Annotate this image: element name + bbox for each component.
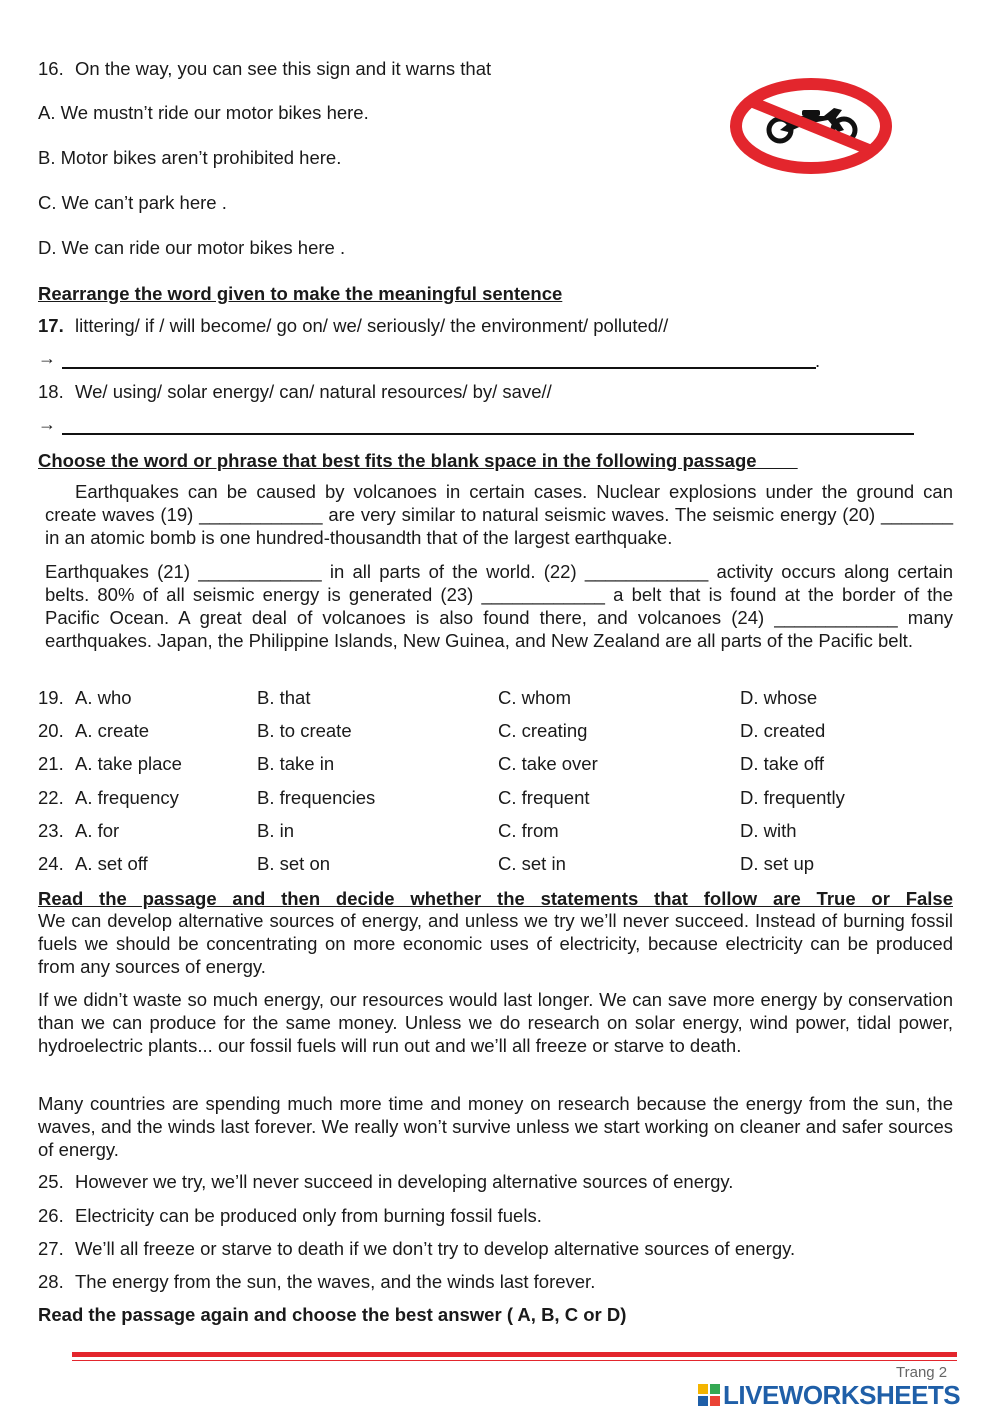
- q16-option-b: B. Motor bikes aren’t prohibited here.: [38, 147, 342, 168]
- q23-option-d[interactable]: D. with: [740, 820, 797, 841]
- q16-option-d: D. We can ride our motor bikes here .: [38, 237, 346, 258]
- q23-option-b[interactable]: B. in: [257, 820, 295, 841]
- q23-option-c[interactable]: C. from: [498, 820, 559, 841]
- truefalse-heading: Read the passage and then decide whether the statements that follow are True or False: [38, 888, 953, 909]
- q20-option-b[interactable]: B. to create: [257, 720, 352, 741]
- final-instruction: Read the passage again and choose the best answer ( A, B, C or D): [38, 1304, 627, 1325]
- truefalse-paragraph-1: We can develop alternative sources of energy, and unless we try we’ll never succeed. Instead of burning fossil fuels we should be concentrating on more economic uses of electricity, because electricity can be produced from any sources of energy.: [38, 910, 953, 977]
- cloze-paragraph-2: Earthquakes (21) ____________ in all parts of the world. (22) ____________ activity occurs along certain belts. 80% of all seismic energy is generated (23) ____________ a belt that is found at the border of the Pacific Ocean. A great deal of volcanoes is also found there, and volcanoes (24) ____________ many earthquakes. Japan, the Philippine Islands, New Guinea, and New Zealand are all parts of the Pacific belt.: [45, 561, 953, 651]
- q28-text: The energy from the sun, the waves, and the winds last forever.: [75, 1271, 596, 1292]
- q21-option-c[interactable]: C. take over: [498, 753, 598, 774]
- q24-number: 24.: [38, 853, 64, 874]
- q19-option-a[interactable]: A. who: [75, 687, 132, 708]
- truefalse-paragraph-2: If we didn’t waste so much energy, our resources would last longer. We can save more energy by conservation than we can produce for the same money. Unless we do research on solar energy, wind power, tidal power, hydroelectric plants... our fossil fuels will run out and we’ll all freeze or starve to death.: [38, 989, 953, 1056]
- brand-text: LIVEWORKSHEETS: [723, 1379, 961, 1410]
- q24-option-b[interactable]: B. set on: [257, 853, 331, 874]
- q24-option-a[interactable]: A. set off: [75, 853, 148, 874]
- cloze-heading: [38, 450, 798, 472]
- q28-number: 28.: [38, 1271, 64, 1292]
- q21-option-a[interactable]: A. take place: [75, 753, 182, 774]
- q16-option-a: A. We mustn’t ride our motor bikes here.: [38, 102, 369, 123]
- q24-option-c[interactable]: C. set in: [498, 853, 566, 874]
- q16-prompt: [38, 58, 491, 80]
- q18-number: 18.: [38, 381, 64, 402]
- q26-text: Electricity can be produced only from burning fossil fuels.: [75, 1205, 542, 1226]
- statement-26: [38, 1205, 542, 1227]
- q27-text: We’ll all freeze or starve to death if we don’t try to develop alternative sources of energy.: [75, 1238, 796, 1259]
- q23-option-a[interactable]: A. for: [75, 820, 120, 841]
- footer-rule-thin: [72, 1360, 957, 1361]
- q21-number: 21.: [38, 753, 64, 774]
- q18-arrow-icon: →: [38, 414, 56, 434]
- q26-number: 26.: [38, 1205, 64, 1226]
- q22-option-d[interactable]: D. frequently: [740, 787, 845, 808]
- q20-option-c[interactable]: C. creating: [498, 720, 588, 741]
- statement-28: [38, 1271, 595, 1293]
- page-label: Trang 2: [896, 1364, 948, 1381]
- q27-number: 27.: [38, 1238, 64, 1259]
- q22-number: 22.: [38, 787, 64, 808]
- q19-number: 19.: [38, 687, 64, 708]
- q25-number: 25.: [38, 1171, 64, 1192]
- statement-25: [38, 1171, 733, 1193]
- q21-option-b[interactable]: B. take in: [257, 753, 335, 774]
- truefalse-paragraph-3: Many countries are spending much more time and money on research because the energy from the sun, the waves, and the winds last forever. We really won’t survive unless we start working on cleaner and safer sources of energy.: [38, 1093, 953, 1160]
- q22-option-a[interactable]: A. frequency: [75, 787, 179, 808]
- q23-number: 23.: [38, 820, 64, 841]
- q22-option-c[interactable]: C. frequent: [498, 787, 590, 808]
- liveworksheets-logo-icon: [697, 1383, 721, 1407]
- q20-option-a[interactable]: A. create: [75, 720, 150, 741]
- q19-option-d[interactable]: D. whose: [740, 687, 818, 708]
- q16-number: 16.: [38, 58, 64, 79]
- no-motorbike-sign-icon: [728, 78, 894, 174]
- q21-option-d[interactable]: D. take off: [740, 753, 824, 774]
- q16-option-c: C. We can’t park here .: [38, 192, 227, 213]
- q17-end-mark: .: [815, 350, 821, 371]
- liveworksheets-logo[interactable]: [697, 1380, 960, 1410]
- q18-text: We/ using/ solar energy/ can/ natural resources/ by/ save//: [75, 381, 552, 402]
- q17-prompt: [38, 315, 668, 337]
- cloze-paragraph-1: Earthquakes can be caused by volcanoes in certain cases. Nuclear explosions under the ground can create waves (19) ____________ are very similar to natural seismic waves. The seismic energy (20) _______ in an atomic bomb is one hundred-thousandth that of the largest earthquake.: [45, 481, 953, 548]
- statement-27: [38, 1238, 795, 1260]
- q20-number: 20.: [38, 720, 64, 741]
- q24-option-d[interactable]: D. set up: [740, 853, 815, 874]
- footer-rule-thick: [72, 1352, 957, 1357]
- q22-option-b[interactable]: B. frequencies: [257, 787, 376, 808]
- q17-answer-line[interactable]: [62, 367, 816, 369]
- q18-prompt: [38, 381, 552, 403]
- q19-option-c[interactable]: C. whom: [498, 687, 571, 708]
- q17-arrow-icon: →: [38, 348, 56, 368]
- rearrange-heading: Rearrange the word given to make the meaningful sentence: [38, 283, 563, 304]
- q19-option-b[interactable]: B. that: [257, 687, 311, 708]
- cloze-heading-text: Choose the word or phrase that best fits the blank space in the following passage: [38, 450, 757, 471]
- q20-option-d[interactable]: D. created: [740, 720, 826, 741]
- q17-text: littering/ if / will become/ go on/ we/ seriously/ the environment/ polluted//: [75, 315, 669, 336]
- q16-prompt-text: On the way, you can see this sign and it warns that: [75, 58, 492, 79]
- q17-number: 17.: [38, 315, 64, 336]
- q18-answer-line[interactable]: [62, 433, 914, 435]
- q25-text: However we try, we’ll never succeed in developing alternative sources of energy.: [75, 1171, 734, 1192]
